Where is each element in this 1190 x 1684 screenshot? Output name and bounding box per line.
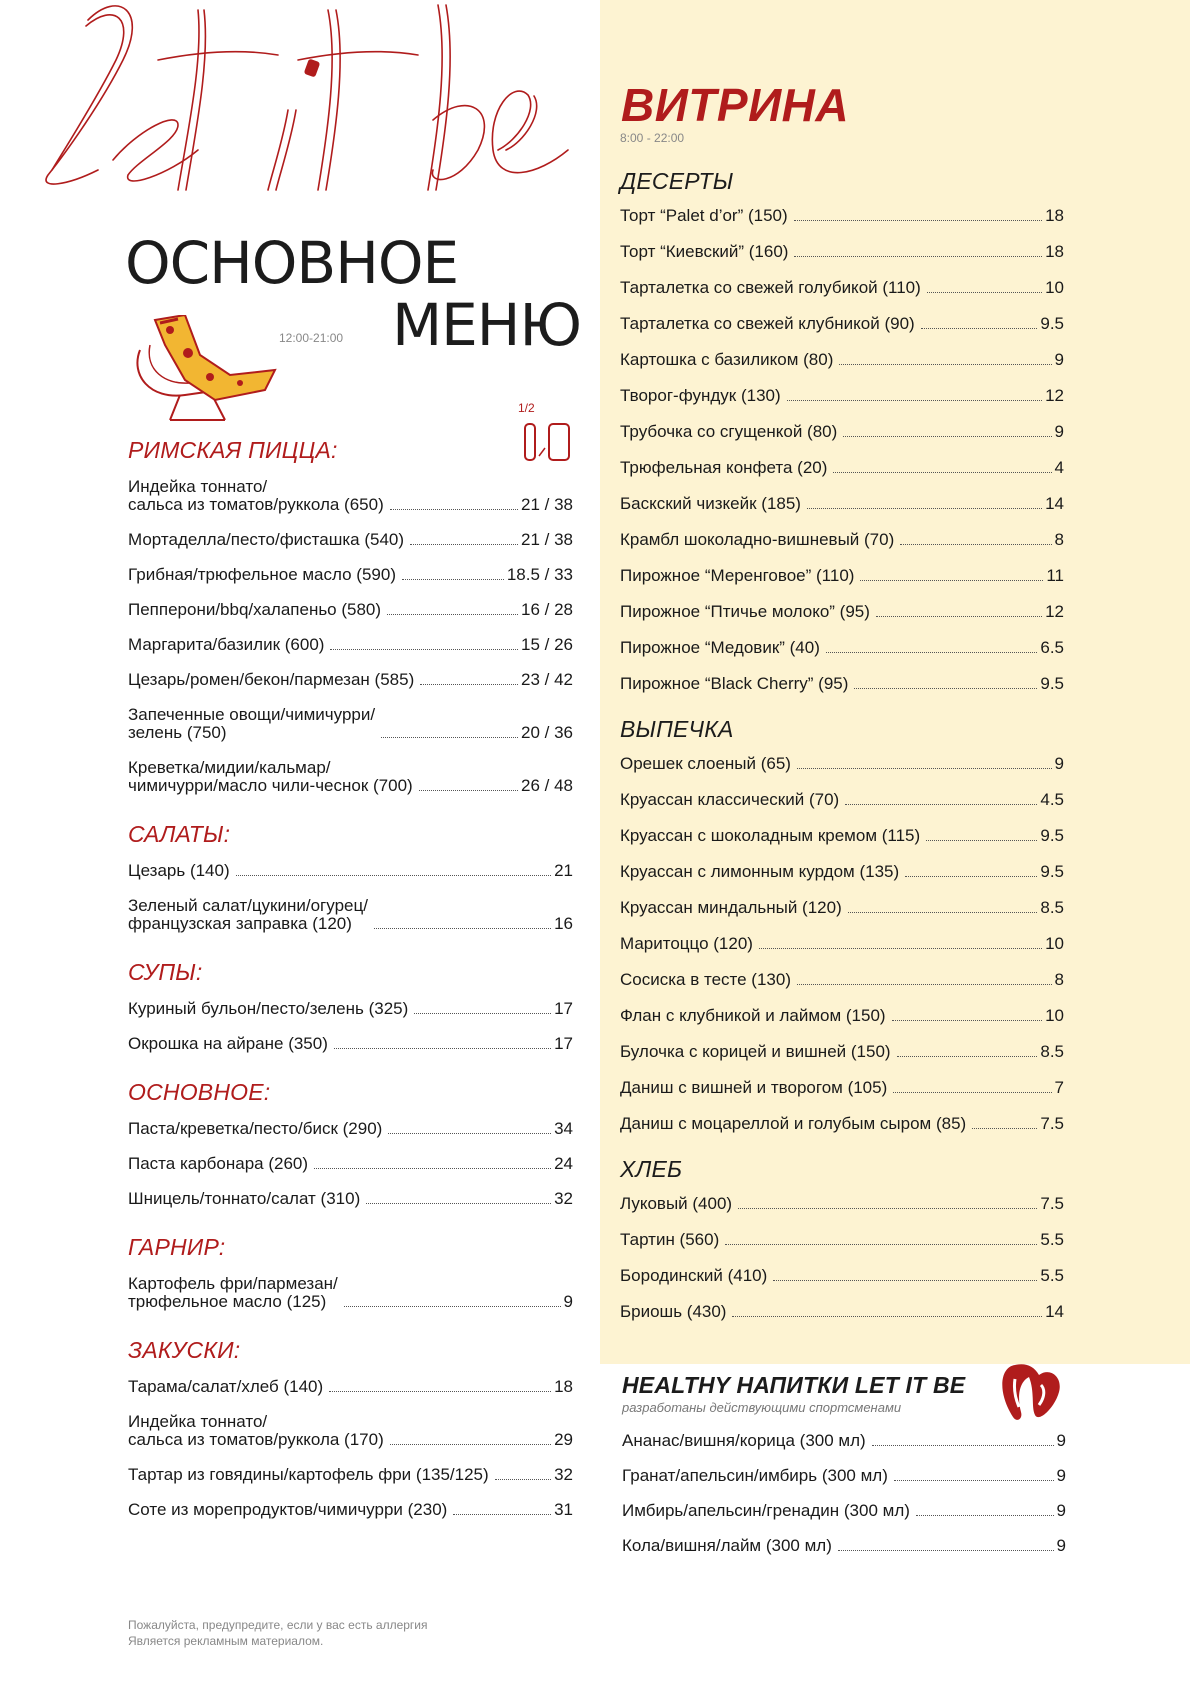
menu-item-price: 23 / 42 <box>521 670 573 689</box>
menu-item-name: Имбирь/апельсин/гренадин (300 мл) <box>622 1501 910 1520</box>
menu-item-price: 5.5 <box>1040 1266 1064 1285</box>
dot-leader <box>876 616 1042 617</box>
menu-item-price: 31 <box>554 1500 573 1519</box>
dot-leader <box>926 840 1037 841</box>
menu-item-price: 9 <box>1054 754 1064 773</box>
menu-item-price: 8 <box>1054 530 1064 549</box>
menu-item <box>128 1466 573 1484</box>
menu-item <box>622 1467 1066 1485</box>
menu-item <box>128 1000 573 1018</box>
menu-item-name: Флан с клубникой и лаймом (150) <box>620 1006 886 1025</box>
dot-leader <box>794 256 1042 257</box>
menu-item-name: Луковый (400) <box>620 1194 733 1213</box>
menu-item-price: 16 / 28 <box>521 600 573 619</box>
menu-item-price: 9.5 <box>1040 862 1064 881</box>
menu-item <box>128 478 573 514</box>
dot-leader <box>366 1203 551 1204</box>
dot-leader <box>845 804 1037 805</box>
menu-item-name: Мортаделла/песто/фисташка (540) <box>128 530 405 549</box>
menu-item <box>620 899 1064 917</box>
menu-item-price: 9 <box>1056 1431 1066 1450</box>
menu-item <box>620 567 1064 585</box>
menu-item-name: Сосиска в тесте (130) <box>620 970 791 989</box>
menu-item-price: 21 / 38 <box>521 495 573 514</box>
section-title: ДЕСЕРТЫ <box>620 168 734 194</box>
dot-leader <box>854 688 1037 689</box>
section-title: ОСНОВНОЕ: <box>128 1079 271 1105</box>
menu-item <box>620 1231 1064 1249</box>
menu-item <box>620 1267 1064 1285</box>
menu-item-price: 14 <box>1045 494 1064 513</box>
vitrina-title: ВИТРИНА <box>621 79 850 131</box>
menu-item-name: Цезарь (140) <box>128 861 230 880</box>
menu-item-price: 21 <box>554 861 573 880</box>
menu-item <box>620 387 1064 405</box>
dot-leader <box>797 984 1052 985</box>
menu-item-price: 7 <box>1054 1078 1064 1097</box>
menu-item-price: 9.5 <box>1040 674 1064 693</box>
menu-item <box>620 495 1064 513</box>
menu-item-name: Креветка/мидии/кальмар/ чимичурри/масло чили-чеснок (700) <box>128 758 413 795</box>
dot-leader <box>374 928 551 929</box>
menu-item-price: 9 <box>563 1292 573 1311</box>
menu-item-name: Трубочка со сгущенкой (80) <box>620 422 838 441</box>
dot-leader <box>759 948 1042 949</box>
dot-leader <box>414 1013 551 1014</box>
menu-item-name: Тартар из говядины/картофель фри (135/125) <box>128 1465 489 1484</box>
menu-item-name: Крамбл шоколадно-вишневый (70) <box>620 530 895 549</box>
menu-item-name: Окрошка на айране (350) <box>128 1034 328 1053</box>
menu-section <box>128 1234 573 1311</box>
menu-item-name: Индейка тоннато/ сальса из томатов/руккола (170) <box>128 1412 384 1449</box>
menu-item <box>128 671 573 689</box>
menu-item-name: Бриошь (430) <box>620 1302 727 1321</box>
dot-leader <box>807 508 1042 509</box>
menu-item-name: Маргарита/базилик (600) <box>128 635 325 654</box>
dot-leader <box>872 1445 1054 1446</box>
menu-item <box>128 1190 573 1208</box>
dot-leader <box>236 875 551 876</box>
menu-item <box>620 1115 1064 1133</box>
menu-item-price: 32 <box>554 1465 573 1484</box>
dot-leader <box>725 1244 1037 1245</box>
dot-leader <box>390 509 518 510</box>
dot-leader <box>893 1092 1051 1093</box>
menu-item <box>128 862 573 880</box>
menu-item-price: 32 <box>554 1189 573 1208</box>
main-menu-title-line2: МЕНЮ <box>392 291 581 359</box>
menu-item-price: 5.5 <box>1040 1230 1064 1249</box>
menu-item-name: Индейка тоннато/ сальса из томатов/руккола (650) <box>128 477 384 514</box>
advertising-notice: Является рекламным материалом. <box>128 1634 324 1648</box>
menu-item <box>620 755 1064 773</box>
menu-item <box>620 423 1064 441</box>
menu-item-price: 24 <box>554 1154 573 1173</box>
menu-section <box>128 959 573 1053</box>
dot-leader <box>826 652 1037 653</box>
dot-leader <box>843 436 1051 437</box>
menu-item-name: Пирожное “Медовик” (40) <box>620 638 820 657</box>
menu-item-price: 8 <box>1054 970 1064 989</box>
menu-item <box>620 351 1064 369</box>
menu-item-price: 10 <box>1045 278 1064 297</box>
menu-item <box>620 1195 1064 1213</box>
menu-item-name: Творог-фундук (130) <box>620 386 781 405</box>
dot-leader <box>453 1514 551 1515</box>
menu-item-name: Даниш с вишней и творогом (105) <box>620 1078 888 1097</box>
menu-item <box>620 675 1064 693</box>
menu-item-name: Круассан классический (70) <box>620 790 840 809</box>
menu-item-name: Цезарь/ромен/бекон/пармезан (585) <box>128 670 415 689</box>
section-title: ХЛЕБ <box>620 1156 683 1182</box>
menu-item-name: Грибная/трюфельное масло (590) <box>128 565 396 584</box>
dot-leader <box>927 292 1042 293</box>
menu-item <box>620 935 1064 953</box>
menu-item-price: 21 / 38 <box>521 530 573 549</box>
menu-item-price: 11 <box>1046 566 1064 585</box>
dot-leader <box>921 328 1038 329</box>
menu-item <box>620 279 1064 297</box>
section-title: ВЫПЕЧКА <box>620 716 734 742</box>
menu-item-price: 18 <box>1045 206 1064 225</box>
menu-item-name: Торт “Palet d’or” (150) <box>620 206 788 225</box>
section-title: РИМСКАЯ ПИЦЦА: <box>128 437 338 463</box>
menu-item-price: 7.5 <box>1040 1194 1064 1213</box>
menu-item-price: 9.5 <box>1040 826 1064 845</box>
menu-item <box>620 1079 1064 1097</box>
menu-item-name: Орешек слоеный (65) <box>620 754 791 773</box>
menu-item-name: Паста/креветка/песто/биск (290) <box>128 1119 383 1138</box>
menu-item-price: 17 <box>554 1034 573 1053</box>
menu-item <box>128 1035 573 1053</box>
menu-item <box>620 1007 1064 1025</box>
heart-logo-icon <box>995 1357 1063 1425</box>
menu-item <box>620 791 1064 809</box>
main-menu-hours: 12:00-21:00 <box>279 331 344 345</box>
dot-leader <box>402 579 504 580</box>
dot-leader <box>419 790 518 791</box>
dot-leader <box>330 649 518 650</box>
dot-leader <box>848 912 1038 913</box>
menu-item-name: Тарама/салат/хлеб (140) <box>128 1377 324 1396</box>
healthy-drinks-subtitle: разработаны действующими спортсменами <box>622 1400 902 1415</box>
menu-item <box>128 636 573 654</box>
menu-item <box>620 639 1064 657</box>
menu-item-price: 12 <box>1045 602 1064 621</box>
pizza-chair-illustration <box>130 315 295 425</box>
menu-section <box>128 1079 573 1208</box>
menu-item <box>128 1275 573 1311</box>
menu-section <box>620 716 1064 1133</box>
dot-leader <box>900 544 1051 545</box>
menu-item-name: Круассан с шоколадным кремом (115) <box>620 826 921 845</box>
menu-item-name: Круассан с лимонным курдом (135) <box>620 862 900 881</box>
dot-leader <box>387 614 518 615</box>
dot-leader <box>732 1316 1042 1317</box>
menu-item <box>128 1501 573 1519</box>
section-title: САЛАТЫ: <box>128 821 231 847</box>
dot-leader <box>738 1208 1037 1209</box>
menu-item <box>128 897 573 933</box>
menu-item-name: Тартин (560) <box>620 1230 720 1249</box>
menu-item <box>128 1155 573 1173</box>
dot-leader <box>314 1168 551 1169</box>
menu-section <box>620 1156 1064 1321</box>
menu-item-price: 10 <box>1045 1006 1064 1025</box>
dot-leader <box>838 1550 1054 1551</box>
menu-section <box>128 437 573 795</box>
menu-item-name: Зеленый салат/цукини/огурец/ французская заправка (120) <box>128 896 368 933</box>
menu-item <box>620 1043 1064 1061</box>
menu-section <box>128 821 573 933</box>
menu-item-price: 4.5 <box>1040 790 1064 809</box>
menu-item-price: 9 <box>1056 1536 1066 1555</box>
menu-item <box>620 1303 1064 1321</box>
dot-leader <box>381 737 518 738</box>
menu-item-price: 10 <box>1045 934 1064 953</box>
menu-item-name: Булочка с корицей и вишней (150) <box>620 1042 891 1061</box>
menu-item <box>622 1432 1066 1450</box>
menu-item-price: 7.5 <box>1040 1114 1064 1133</box>
healthy-drinks-list <box>622 1432 1066 1572</box>
menu-item-price: 18.5 / 33 <box>506 565 573 584</box>
menu-item-name: Трюфельная конфета (20) <box>620 458 828 477</box>
dot-leader <box>794 220 1042 221</box>
menu-item <box>128 531 573 549</box>
menu-item-name: Баскский чизкейк (185) <box>620 494 801 513</box>
section-title: ЗАКУСКИ: <box>128 1337 241 1363</box>
menu-item-name: Круассан миндальный (120) <box>620 898 842 917</box>
dot-leader <box>344 1306 561 1307</box>
menu-item <box>620 827 1064 845</box>
menu-item-price: 9 <box>1056 1466 1066 1485</box>
dot-leader <box>495 1479 551 1480</box>
menu-item-name: Пепперони/bbq/халапеньо (580) <box>128 600 382 619</box>
menu-item-name: Соте из морепродуктов/чимичурри (230) <box>128 1500 448 1519</box>
main-menu-list <box>128 437 573 1545</box>
dot-leader <box>420 684 518 685</box>
menu-item-price: 4 <box>1054 458 1064 477</box>
menu-item-price: 9 <box>1056 1501 1066 1520</box>
menu-item <box>128 601 573 619</box>
menu-item-price: 34 <box>554 1119 573 1138</box>
menu-item-price: 6.5 <box>1040 638 1064 657</box>
menu-item-price: 9 <box>1054 350 1064 369</box>
menu-item <box>620 207 1064 225</box>
menu-item-name: Пирожное “Птичье молоко” (95) <box>620 602 870 621</box>
menu-item-price: 17 <box>554 999 573 1018</box>
menu-item-name: Картошка с базиликом (80) <box>620 350 834 369</box>
section-title: СУПЫ: <box>128 959 203 985</box>
menu-item-name: Паста карбонара (260) <box>128 1154 309 1173</box>
dot-leader <box>897 1056 1038 1057</box>
menu-item <box>620 315 1064 333</box>
menu-item <box>622 1537 1066 1555</box>
half-portion-label: 1/2 <box>518 401 535 415</box>
menu-item <box>128 1378 573 1396</box>
menu-item-price: 8.5 <box>1040 898 1064 917</box>
dot-leader <box>329 1391 551 1392</box>
menu-item <box>128 759 573 795</box>
healthy-drinks-title: HEALTHY НАПИТКИ LET IT BE <box>622 1372 966 1398</box>
menu-item-name: Гранат/апельсин/имбирь (300 мл) <box>622 1466 888 1485</box>
menu-item <box>128 1413 573 1449</box>
menu-item <box>620 243 1064 261</box>
menu-item-name: Тарталетка со свежей голубикой (110) <box>620 278 921 297</box>
menu-section <box>620 168 1064 693</box>
menu-section <box>128 1337 573 1519</box>
let-it-be-logo <box>28 0 588 200</box>
menu-item-price: 9 <box>1054 422 1064 441</box>
dot-leader <box>388 1133 551 1134</box>
menu-item-price: 15 / 26 <box>521 635 573 654</box>
menu-item-price: 20 / 36 <box>521 723 573 742</box>
menu-item-name: Торт “Киевский” (160) <box>620 242 789 261</box>
dot-leader <box>839 364 1051 365</box>
menu-item <box>128 566 573 584</box>
menu-item <box>620 863 1064 881</box>
menu-item-price: 29 <box>554 1430 573 1449</box>
menu-item-name: Куриный бульон/песто/зелень (325) <box>128 999 409 1018</box>
menu-item-name: Запеченные овощи/чимичурри/ зелень (750) <box>128 705 376 742</box>
menu-item-name: Ананас/вишня/корица (300 мл) <box>622 1431 866 1450</box>
dot-leader <box>833 472 1051 473</box>
dot-leader <box>905 876 1037 877</box>
menu-item-price: 12 <box>1045 386 1064 405</box>
section-title: ГАРНИР: <box>128 1234 226 1260</box>
menu-item <box>620 603 1064 621</box>
menu-item <box>128 1120 573 1138</box>
menu-item-name: Тарталетка со свежей клубникой (90) <box>620 314 915 333</box>
dot-leader <box>894 1480 1054 1481</box>
menu-item-name: Пирожное “Меренговое” (110) <box>620 566 855 585</box>
menu-item <box>128 706 573 742</box>
dot-leader <box>797 768 1052 769</box>
menu-item <box>620 531 1064 549</box>
menu-item-name: Пирожное “Black Cherry” (95) <box>620 674 849 693</box>
menu-item-price: 9.5 <box>1040 314 1064 333</box>
menu-item-name: Бородинский (410) <box>620 1266 768 1285</box>
menu-item-name: Картофель фри/пармезан/ трюфельное масло (125) <box>128 1274 338 1311</box>
vitrina-hours: 8:00 - 22:00 <box>620 131 685 145</box>
menu-item <box>620 459 1064 477</box>
dot-leader <box>334 1048 551 1049</box>
allergy-notice: Пожалуйста, предупредите, если у вас есть аллергия <box>128 1618 428 1632</box>
dot-leader <box>916 1515 1054 1516</box>
dot-leader <box>773 1280 1037 1281</box>
menu-item-price: 8.5 <box>1040 1042 1064 1061</box>
menu-item-name: Шницель/тоннато/салат (310) <box>128 1189 361 1208</box>
menu-item-name: Кола/вишня/лайм (300 мл) <box>622 1536 832 1555</box>
menu-item-price: 18 <box>1045 242 1064 261</box>
dot-leader <box>787 400 1042 401</box>
menu-item-price: 26 / 48 <box>521 776 573 795</box>
footer-notice <box>128 1617 428 1649</box>
menu-item-price: 14 <box>1045 1302 1064 1321</box>
menu-item-price: 18 <box>554 1377 573 1396</box>
menu-item-name: Даниш с моцареллой и голубым сыром (85) <box>620 1114 967 1133</box>
dot-leader <box>892 1020 1043 1021</box>
vitrina-list <box>620 168 1064 1344</box>
menu-item <box>622 1502 1066 1520</box>
dot-leader <box>410 544 518 545</box>
menu-item-name: Маритоццо (120) <box>620 934 753 953</box>
dot-leader <box>860 580 1043 581</box>
menu-item <box>620 971 1064 989</box>
dot-leader <box>972 1128 1037 1129</box>
dot-leader <box>390 1444 551 1445</box>
main-menu-title-line1: ОСНОВНОЕ <box>125 229 459 297</box>
menu-item-price: 16 <box>554 914 573 933</box>
